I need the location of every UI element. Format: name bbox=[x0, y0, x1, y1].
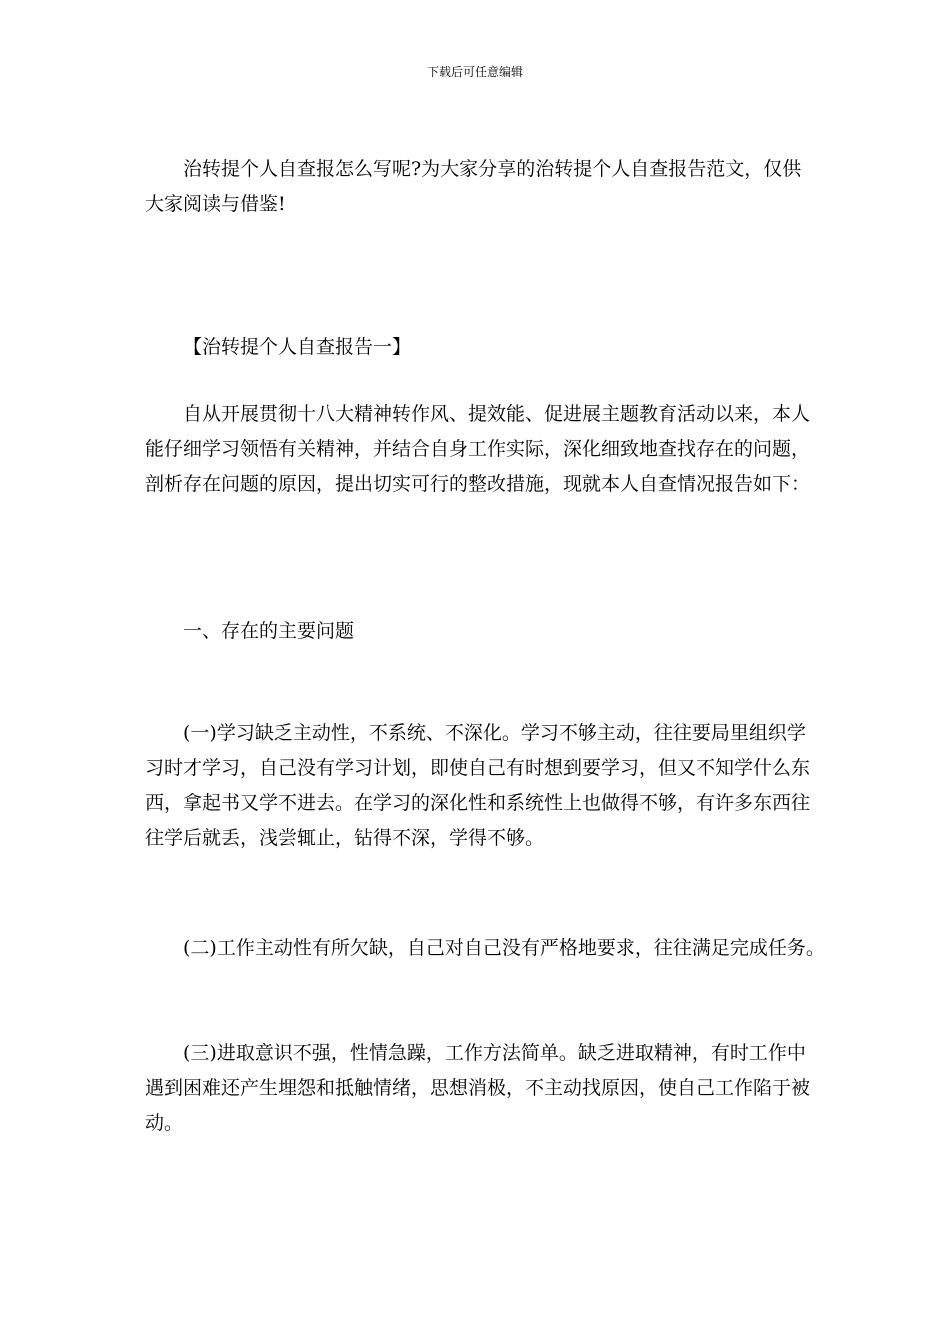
section-title: 【治转提个人自查报告一】 bbox=[183, 336, 412, 358]
intro-paragraph: 治转提个人自查报怎么写呢?为大家分享的治转提个人自查报告范文，仅供大家阅读与借鉴! bbox=[145, 158, 802, 215]
opening-paragraph: 自从开展贯彻十八大精神转作风、提效能、促进展主题教育活动以来，本人能仔细学习领悟有关精神，并结合自身工作实际，深化细致地查找存在的问题，剖析存在问题的原因，提出切实可行的整改措施，现就本人自查情况报告如下： bbox=[145, 403, 811, 495]
problem-item-3: (三)进取意识不强，性情急躁，工作方法简单。缺乏进取精神，有时工作中遇到困难还产生埋怨和抵触情绪，思想消极，不主动找原因，使自己工作陷于被动。 bbox=[145, 1042, 811, 1134]
problem-item-2: (二)工作主动性有所欠缺，自己对自己没有严格地要求，往往满足完成任务。 bbox=[183, 937, 825, 959]
page-header: 下载后可任意编辑 bbox=[426, 65, 523, 79]
heading-main-problems: 一、存在的主要问题 bbox=[183, 620, 355, 642]
problem-item-1: (一)学习缺乏主动性，不系统、不深化。学习不够主动，往往要局里组织学习时才学习，自己没有学习计划，即使自己有时想到要学习，但又不知学什么东西，拿起书又学不进去。在学习的深化性和系统性上也做得不够，有许多东西往往学后就丢，浅尝辄止，钻得不深，学得不够。 bbox=[145, 722, 811, 849]
